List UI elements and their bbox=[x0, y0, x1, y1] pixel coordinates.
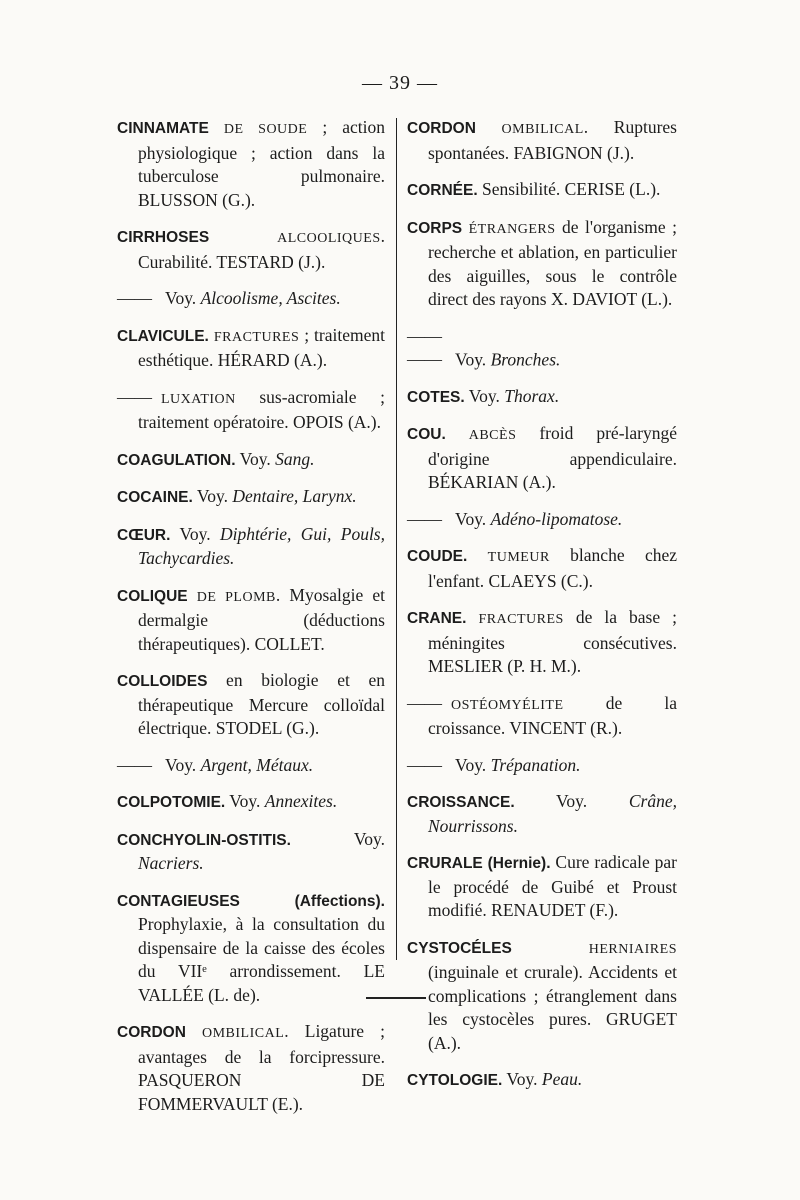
entry-smallcaps: ALCOOLIQUES bbox=[277, 231, 381, 246]
entry-smallcaps: FRACTURES bbox=[478, 612, 564, 627]
entry-text: Voy. bbox=[235, 448, 276, 469]
index-entry bbox=[407, 544, 677, 593]
entry-text: Voy. bbox=[192, 486, 233, 506]
entry-text: . Curabilité. TESTARD (J.). bbox=[138, 226, 385, 272]
entry-dash: —— bbox=[117, 288, 152, 308]
entry-text: ; action physiologique ; action dans la tuberculose pulmonaire. BLUSSON (G.). bbox=[138, 117, 385, 210]
entry-text: de la croissance. VINCENT (R.). bbox=[428, 692, 677, 738]
entry-heading: COLIQUE bbox=[117, 587, 188, 605]
page-number: — 39 — bbox=[362, 72, 438, 94]
column-divider bbox=[396, 118, 397, 960]
index-entry bbox=[117, 485, 385, 510]
entry-text: Voy. bbox=[514, 791, 629, 811]
entry-text: Voy. bbox=[225, 791, 265, 811]
entry-heading: COLPOTOMIE. bbox=[117, 794, 226, 811]
entry-text: Cure radicale par le procédé de Guibé et Proust modifié. RENAUDET (F.). bbox=[428, 852, 677, 920]
entry-italic: Nacriers. bbox=[138, 853, 204, 873]
entry-text: Voy. bbox=[451, 349, 491, 369]
index-entry bbox=[407, 851, 677, 923]
entry-text: Prophylaxie, à la consultation du dispensaire de la caisse des écoles du VIIᵉ arrondissement. LE VALLÉE (L. de). bbox=[138, 914, 385, 1005]
index-entry bbox=[407, 422, 677, 495]
entry-smallcaps: DE PLOMB bbox=[196, 589, 276, 605]
entry-text: Voy. bbox=[502, 1069, 542, 1089]
entry-smallcaps: FRACTURES bbox=[213, 329, 300, 345]
entry-heading: CONTAGIEUSES (Affections). bbox=[117, 892, 385, 910]
index-entry bbox=[407, 692, 677, 741]
entry-italic: Annexites. bbox=[264, 791, 338, 811]
entry-heading: CLAVICULE. bbox=[117, 327, 209, 345]
index-entry bbox=[407, 790, 677, 838]
index-entry bbox=[117, 386, 385, 435]
index-entry bbox=[117, 324, 385, 373]
entry-smallcaps: HERNIAIRES bbox=[588, 941, 677, 957]
entry-heading: CORDON bbox=[407, 120, 476, 137]
index-entry bbox=[117, 523, 385, 571]
index-entry bbox=[117, 669, 385, 741]
index-entry bbox=[407, 116, 677, 165]
entry-text: . Ruptures spontanées. FABIGNON (J.). bbox=[428, 117, 677, 163]
entry-heading: COUDE. bbox=[407, 548, 468, 565]
entry-heading: CYSTOCÉLES bbox=[407, 939, 512, 957]
index-entry bbox=[407, 1068, 677, 1093]
entry-text: en biologie et en thérapeutique Mercure colloïdal électrique. STODEL (G.). bbox=[138, 670, 385, 738]
entry-smallcaps: TUMEUR bbox=[487, 550, 550, 565]
entry-heading: COU. bbox=[407, 426, 446, 443]
entry-text: Voy. bbox=[451, 508, 491, 529]
entry-smallcaps: OMBILICAL bbox=[501, 122, 584, 137]
entry-text: Voy. bbox=[161, 288, 201, 308]
entry-italic: Bronches. bbox=[490, 349, 561, 369]
entry-text: Sensibilité. CERISE (L.). bbox=[477, 179, 661, 199]
entry-smallcaps: LUXATION bbox=[161, 391, 236, 407]
entry-heading: CIRRHOSES bbox=[117, 229, 210, 246]
index-entry bbox=[407, 178, 677, 203]
index-entry bbox=[117, 584, 385, 657]
entry-italic: Argent, Métaux. bbox=[200, 754, 314, 775]
index-entry bbox=[407, 325, 677, 372]
index-entry bbox=[407, 216, 677, 312]
index-entry bbox=[117, 287, 385, 311]
entry-text: blanche chez l'enfant. CLAEYS (C.). bbox=[428, 545, 678, 591]
entry-heading: COTES. bbox=[407, 388, 465, 406]
index-entry bbox=[117, 448, 385, 473]
index-entry bbox=[117, 790, 385, 815]
entry-text: Voy. bbox=[464, 385, 505, 406]
entry-text: Voy. bbox=[170, 523, 220, 544]
entry-heading: CRANE. bbox=[407, 610, 467, 627]
entry-heading: COLLOIDES bbox=[117, 673, 208, 690]
entry-text: ; traitement esthétique. HÉRARD (A.). bbox=[138, 324, 385, 370]
entry-text: sus-acromiale ; traitement opératoire. OPOIS (A.). bbox=[138, 386, 385, 432]
index-entry bbox=[117, 754, 385, 778]
index-entry bbox=[117, 225, 385, 274]
entry-dash: —— bbox=[407, 692, 442, 713]
entry-heading: CŒUR. bbox=[117, 526, 171, 544]
entry-heading: CYTOLOGIE. bbox=[407, 1072, 503, 1089]
entry-heading: CORDON bbox=[117, 1024, 186, 1041]
left-column bbox=[117, 116, 385, 1129]
entry-text: . Myosalgie et dermalgie (déductions thérapeutiques). COLLET. bbox=[138, 584, 386, 654]
entry-text: Voy. bbox=[451, 754, 491, 775]
entry-smallcaps: OSTÉOMYÉLITE bbox=[451, 697, 564, 713]
index-entry bbox=[407, 754, 677, 778]
entry-heading: CONCHYOLIN-OSTITIS. bbox=[117, 831, 291, 849]
index-entry bbox=[407, 508, 677, 532]
index-entry bbox=[117, 1020, 385, 1116]
index-entry bbox=[117, 828, 385, 876]
entry-dash: —— bbox=[117, 386, 152, 407]
entry-text: froid pré-laryngé d'origine appendiculaire. BÉKARIAN (A.). bbox=[428, 423, 677, 492]
entry-smallcaps: ABCÈS bbox=[468, 428, 517, 443]
entry-italic: Sang. bbox=[275, 448, 315, 469]
entry-heading: COCAINE. bbox=[117, 489, 193, 506]
entry-heading: CORNÉE. bbox=[407, 182, 478, 199]
entry-heading: CRURALE (Hernie). bbox=[407, 855, 551, 872]
entry-dash: —— bbox=[407, 508, 442, 529]
bottom-rule bbox=[366, 997, 426, 999]
entry-dash: —— bbox=[117, 754, 152, 775]
entry-text: de la base ; méningites consécutives. MESLIER (P. H. M.). bbox=[428, 607, 678, 676]
entry-italic: Peau. bbox=[541, 1069, 583, 1089]
index-entry bbox=[407, 606, 677, 679]
entry-heading: COAGULATION. bbox=[117, 451, 236, 469]
entry-italic: Alcoolisme, Ascites. bbox=[200, 288, 341, 308]
entry-italic: Dentaire, Larynx. bbox=[232, 486, 357, 506]
index-entry bbox=[407, 385, 677, 410]
entry-heading: CORPS bbox=[407, 219, 463, 237]
entry-smallcaps: ÉTRANGERS bbox=[468, 221, 556, 237]
entry-italic: Adéno-lipomatose. bbox=[490, 508, 623, 529]
entry-text: de l'organisme ; recherche et ablation, en particulier des aiguilles, sous le contrôle direct des rayons X. DAVIOT (L.). bbox=[428, 216, 677, 309]
entry-smallcaps: OMBILICAL bbox=[202, 1026, 285, 1041]
entry-italic: Trépanation. bbox=[490, 754, 581, 775]
entry-dash: —— bbox=[407, 754, 442, 775]
entry-text: (inguinale et crurale). Accidents et complications ; étranglement dans les cystocèles pures. GRUGET (A.). bbox=[428, 962, 677, 1053]
index-entry bbox=[117, 889, 385, 1008]
right-column bbox=[407, 116, 677, 1106]
entry-text: Voy. bbox=[161, 754, 201, 775]
entry-text: . Ligature ; avantages de la forcipressure. PASQUERON DE FOMMERVAULT (E.). bbox=[138, 1021, 386, 1114]
entry-heading: CINNAMATE bbox=[117, 120, 209, 137]
index-entry bbox=[117, 116, 385, 212]
entry-smallcaps: DE SOUDE bbox=[223, 122, 308, 137]
entry-italic: Crâne, Nourrissons. bbox=[428, 791, 677, 836]
index-entry bbox=[407, 936, 677, 1056]
entry-text: Voy. bbox=[290, 828, 385, 849]
entry-heading: CROISSANCE. bbox=[407, 794, 515, 811]
entry-dash: —— —— bbox=[407, 325, 442, 369]
entry-italic: Diphtérie, Gui, Pouls, Tachycardies. bbox=[138, 523, 385, 568]
entry-italic: Thorax. bbox=[504, 385, 560, 406]
